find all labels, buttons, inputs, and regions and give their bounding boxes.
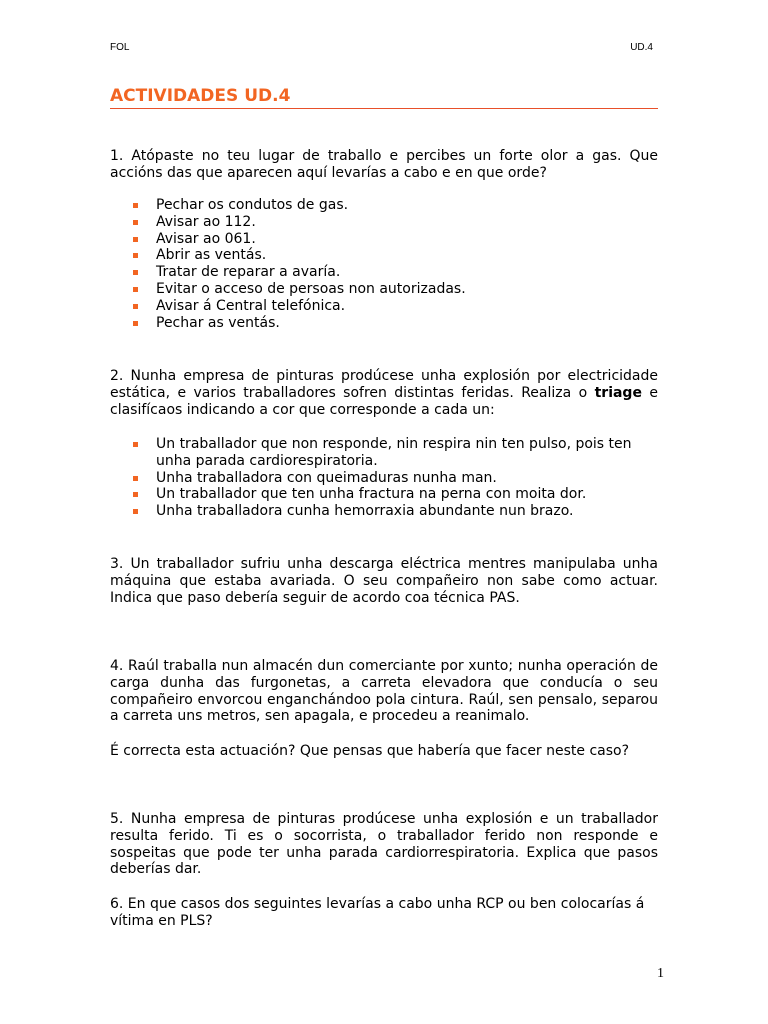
page-title: ACTIVIDADES UD.4: [110, 86, 658, 109]
list-item: Pechar os condutos de gas.: [110, 197, 658, 214]
bullet-icon: [133, 270, 138, 275]
bullet-icon: [133, 442, 138, 447]
bullet-icon: [133, 220, 138, 225]
list-item: Unha traballadora con queimaduras nunha man.: [110, 470, 658, 487]
question-6: 6. En que casos dos seguintes levarías a cabo unha RCP ou ben colocarías á vítima en PLS?: [110, 896, 645, 929]
bullet-icon: [133, 321, 138, 326]
question-5: 5. Nunha empresa de pinturas prodúcese unha explosión e un traballador resulta ferido. Ti es o socorrista, o traballador ferido non responde e sospeitas que pode ter unha parada cardiorrespiratoria. Explica que pasos deberías dar.: [110, 811, 658, 878]
list-item: Abrir as ventás.: [110, 247, 658, 264]
question-4-followup: É correcta esta actuación? Que pensas que habería que facer neste caso?: [110, 743, 630, 759]
bullet-icon: [133, 304, 138, 309]
list-item: Tratar de reparar a avaría.: [110, 264, 658, 281]
page-number: 1: [657, 966, 664, 981]
question-3: 3. Un traballador sufriu unha descarga eléctrica mentres manipulaba unha máquina que estaba avariada. O seu compañeiro non sabe como actuar. Indica que paso debería seguir de acordo coa técnica PAS.: [110, 556, 658, 606]
bullet-icon: [133, 253, 138, 258]
header-right: UD.4: [630, 42, 653, 53]
list-item: Evitar o acceso de persoas non autorizadas.: [110, 281, 658, 298]
triage-term: triage: [594, 384, 642, 401]
list-item: Un traballador que non responde, nin respira nin ten pulso, pois ten unha parada cardiorespiratoria.: [110, 436, 658, 470]
list-item: Avisar ao 112.: [110, 214, 658, 231]
bullet-icon: [133, 287, 138, 292]
question-4: 4. Raúl traballa nun almacén dun comerciante por xunto; nunha operación de carga dunha das furgonetas, a carreta elevadora que conducía o seu compañeiro envorcou enganchándoo pola cintura. Raúl, sen pensalo, separou a carreta uns metros, sen apagala, e procedeu a reanimalo.: [110, 658, 658, 725]
list-item: Avisar ao 061.: [110, 231, 658, 248]
question-1-list: [110, 197, 658, 331]
list-item: Pechar as ventás.: [110, 315, 658, 332]
list-item: Avisar á Central telefónica.: [110, 298, 658, 315]
bullet-icon: [133, 237, 138, 242]
question-2-list: [110, 436, 658, 520]
list-item: Un traballador que ten unha fractura na perna con moita dor.: [110, 486, 658, 503]
bullet-icon: [133, 492, 138, 497]
bullet-icon: [133, 203, 138, 208]
question-2: 2. Nunha empresa de pinturas prodúcese unha explosión por electricidade estática, e varios traballadores sofren distintas feridas. Realiza o triage e clasifícaos indicando a cor que corresponde a cada un:: [110, 368, 658, 418]
bullet-icon: [133, 476, 138, 481]
bullet-icon: [133, 509, 138, 514]
question-1: 1. Atópaste no teu lugar de traballo e percibes un forte olor a gas. Que accións das que aparecen aquí levarías a cabo e en que orde?: [110, 148, 658, 181]
header-left: FOL: [110, 42, 130, 53]
list-item: Unha traballadora cunha hemorraxia abundante nun brazo.: [110, 503, 658, 520]
